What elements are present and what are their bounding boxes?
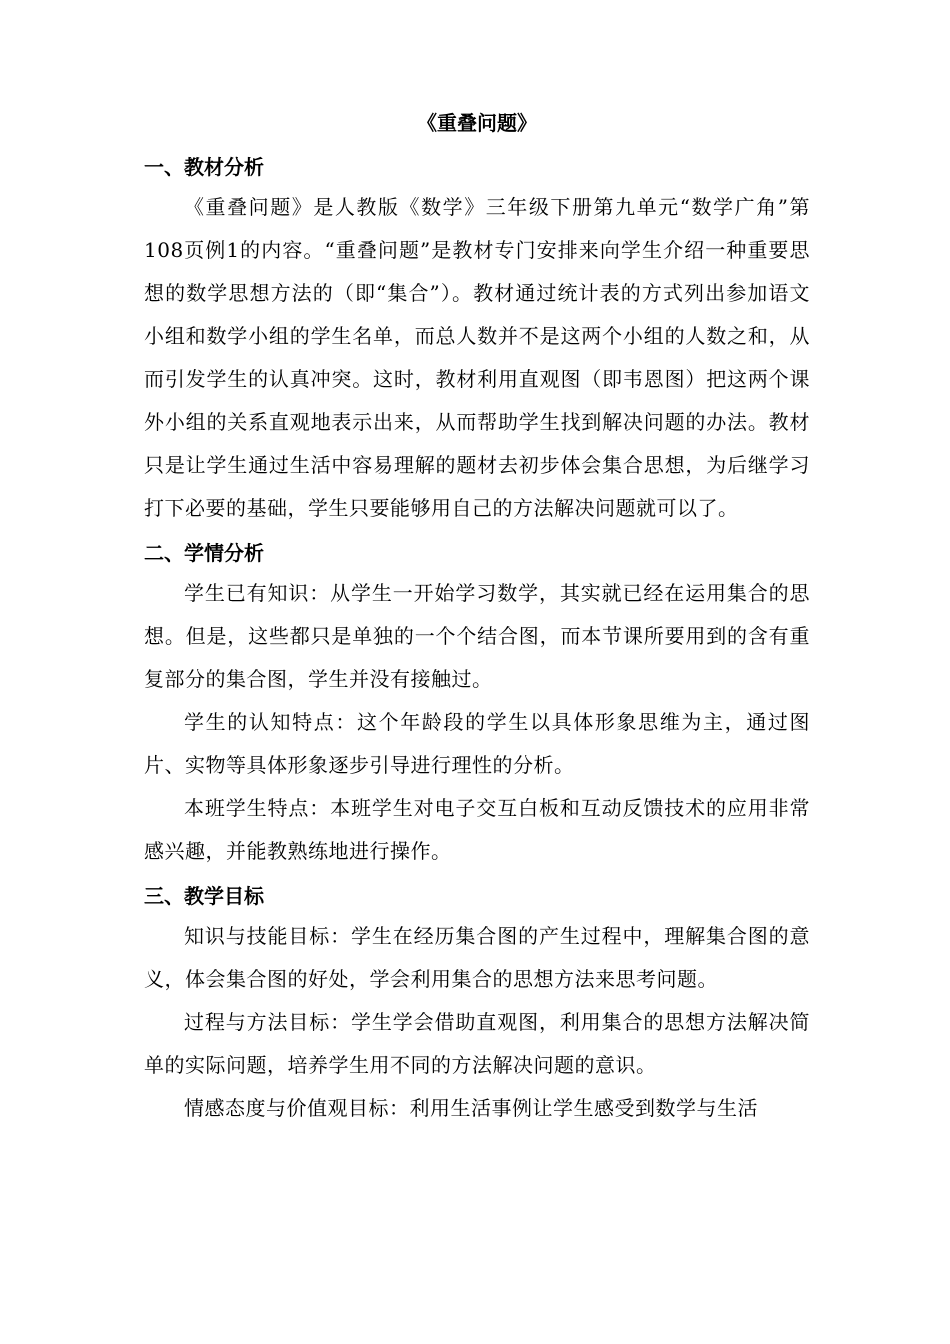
section-heading: 三、教学目标 xyxy=(144,884,264,908)
section-teaching-goals xyxy=(144,877,810,1130)
paragraph: 知识与技能目标：学生在经历集合图的产生过程中，理解集合图的意义，体会集合图的好处，学会利用集合的思想方法来思考问题。 xyxy=(144,924,810,991)
section-heading: 一、教材分析 xyxy=(144,155,264,179)
document-body xyxy=(144,104,810,1130)
section-student-analysis xyxy=(144,534,810,873)
paragraph: 情感态度与价值观目标：利用生活事例让学生感受到数学与生活 xyxy=(184,1096,758,1120)
paragraph: 学生的认知特点：这个年龄段的学生以具体形象思维为主，通过图片、实物等具体形象逐步引导进行理性的分析。 xyxy=(144,710,810,777)
paragraph: 本班学生特点：本班学生对电子交互白板和互动反馈技术的应用非常感兴趣，并能教熟练地进行操作。 xyxy=(144,796,810,863)
section-textbook-analysis xyxy=(144,148,810,530)
document-title: 《重叠问题》 xyxy=(417,111,537,135)
paragraph: 《重叠问题》是人教版《数学》三年级下册第九单元“数学广角”第108页例1的内容。“重叠问题”是教材专门安排来向学生介绍一种重要思想的数学思想方法的（即“集合”）。教材通过统计表的方式列出参加语文小组和数学小组的学生名单，而总人数并不是这两个小组的人数之和，从而引发学生的认真冲突。这时，教材利用直观图（即韦恩图）把这两个课外小组的关系直观地表示出来，从而帮助学生找到解决问题的办法。教材只是让学生通过生活中容易理解的题材去初步体会集合思想，为后继学习打下必要的基础，学生只要能够用自己的方法解决问题就可以了。 xyxy=(144,195,810,520)
paragraph: 过程与方法目标：学生学会借助直观图，利用集合的思想方法解决简单的实际问题，培养学生用不同的方法解决问题的意识。 xyxy=(144,1010,810,1077)
paragraph: 学生已有知识：从学生一开始学习数学，其实就已经在运用集合的思想。但是，这些都只是单独的一个个结合图，而本节课所要用到的含有重复部分的集合图，学生并没有接触过。 xyxy=(144,581,810,691)
section-heading: 二、学情分析 xyxy=(144,541,264,565)
